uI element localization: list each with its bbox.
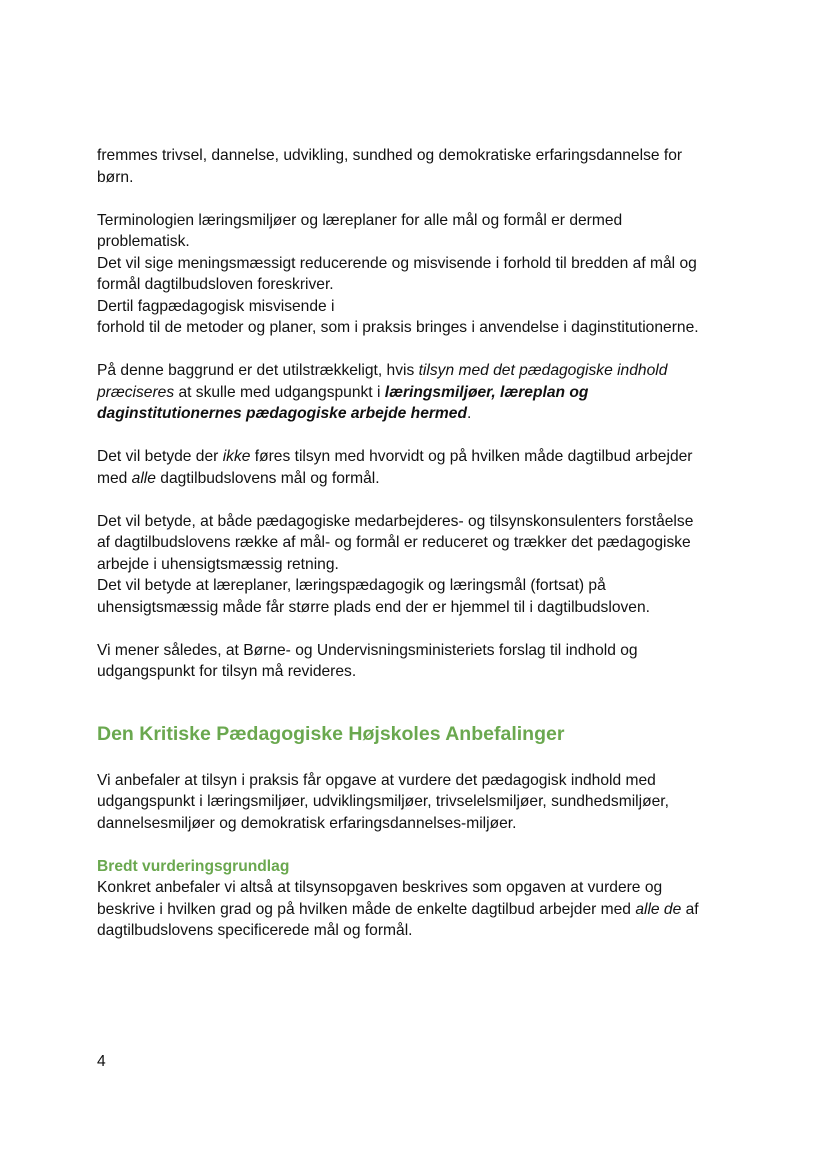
text-segment: fremmes trivsel, dannelse, udvikling, sundhed og demokratiske erfaringsdannelse for <box>97 147 683 164</box>
body-paragraphs <box>97 145 737 683</box>
italic-text: alle de <box>635 900 682 918</box>
text-line <box>97 554 737 576</box>
body-paragraph <box>97 640 737 683</box>
text-line <box>97 640 737 662</box>
body-paragraph <box>97 145 737 188</box>
text-segment: af <box>681 900 699 918</box>
text-segment: udgangspunkt for tilsyn må revideres. <box>97 663 357 680</box>
text-segment: beskrive i hvilken grad og på hvilken måde de enkelte dagtilbud arbejder med <box>97 900 636 918</box>
text-line <box>97 210 737 232</box>
text-segment: Dertil fagpædagogisk misvisende i <box>97 297 335 315</box>
text-segment: Det vil betyde at læreplaner, læringspædagogik og læringsmål (fortsat) på <box>97 577 606 594</box>
text-line <box>97 791 737 813</box>
text-segment: at skulle med udgangspunkt i <box>174 383 385 401</box>
bold-italic-text: læringsmiljøer, læreplan og <box>384 383 589 401</box>
text-segment: børn. <box>97 168 134 186</box>
text-line <box>97 253 737 275</box>
text-segment: Vi mener således, at Børne- og Undervisningsministeriets forslag til indhold og <box>97 641 638 659</box>
text-line <box>97 296 737 318</box>
text-segment: dannelsesmiljøer og demokratisk erfaringsdannelses-miljøer. <box>97 814 517 832</box>
bold-italic-text: daginstitutionernes pædagogiske arbejde hermed <box>97 405 467 422</box>
text-line <box>97 511 737 533</box>
text-segment: forhold til de metoder og planer, som i praksis bringes i anvendelse i daginstitutionerne. <box>97 319 699 336</box>
text-segment: uhensigtsmæssig måde får større plads end der er hjemmel til i dagtilbudsloven. <box>97 598 650 616</box>
body-paragraph <box>97 446 737 489</box>
text-line <box>97 597 737 619</box>
text-segment: af dagtilbudslovens række af mål- og formål er reduceret og trækker det pædagogiske <box>97 534 691 551</box>
text-segment: Det vil betyde der <box>97 448 223 465</box>
page-content <box>97 145 737 963</box>
text-line <box>97 403 737 425</box>
text-segment: dagtilbudslovens specificerede mål og formål. <box>97 922 413 939</box>
text-segment: dagtilbudslovens mål og formål. <box>155 469 380 487</box>
italic-text: alle <box>131 469 156 487</box>
text-segment: med <box>97 469 132 487</box>
text-line <box>97 813 737 835</box>
text-line <box>97 575 737 597</box>
text-line <box>97 360 737 382</box>
page-number: 4 <box>97 1053 106 1070</box>
body-paragraph <box>97 511 737 619</box>
subheading: Bredt vurderingsgrundlag <box>97 857 290 875</box>
final-paragraph <box>97 856 737 942</box>
text-line <box>97 899 737 921</box>
body-paragraph <box>97 360 737 425</box>
text-line <box>97 145 737 167</box>
text-line <box>97 231 737 253</box>
body-paragraph <box>97 210 737 339</box>
text-line <box>97 446 737 468</box>
text-segment: Terminologien læringsmiljøer og læreplaner for alle mål og formål er dermed <box>97 211 623 229</box>
text-segment: føres tilsyn med hvorvidt og på hvilken måde dagtilbud arbejder <box>250 448 693 465</box>
text-line <box>97 920 737 942</box>
section-heading: Den Kritiske Pædagogiske Højskoles Anbefalinger <box>97 722 565 745</box>
text-line <box>97 770 737 792</box>
text-line <box>97 468 737 490</box>
text-segment: Vi anbefaler at tilsyn i praksis får opgave at vurdere det pædagogisk indhold med <box>97 771 656 789</box>
text-line <box>97 382 737 404</box>
text-line <box>97 167 737 189</box>
recommendation-paragraph <box>97 770 737 835</box>
text-segment: Det vil betyde, at både pædagogiske medarbejderes- og tilsynskonsulenters forståelse <box>97 512 694 530</box>
italic-text: præciseres <box>97 383 175 401</box>
text-segment: arbejde i uhensigtsmæssig retning. <box>97 555 339 573</box>
text-segment: Konkret anbefaler vi altså at tilsynsopgaven beskrives som opgaven at vurdere og <box>97 879 663 896</box>
text-line <box>97 661 737 683</box>
text-segment: udgangspunkt i læringsmiljøer, udviklingsmiljøer, trivselelsmiljøer, sundhedsmiljøer, <box>97 793 669 810</box>
text-segment: . <box>467 405 472 422</box>
text-line <box>97 274 737 296</box>
text-segment: På denne baggrund er det utilstrækkeligt, hvis <box>97 362 419 379</box>
text-segment: Det vil sige meningsmæssigt reducerende og misvisende i forhold til bredden af mål og <box>97 254 697 272</box>
text-line <box>97 532 737 554</box>
text-segment: formål dagtilbudsloven foreskriver. <box>97 276 334 293</box>
text-line <box>97 877 737 899</box>
italic-text: ikke <box>222 448 251 465</box>
italic-text: tilsyn med det pædagogiske indhold <box>418 362 668 379</box>
text-segment: problematisk. <box>97 233 190 250</box>
text-line <box>97 317 737 339</box>
